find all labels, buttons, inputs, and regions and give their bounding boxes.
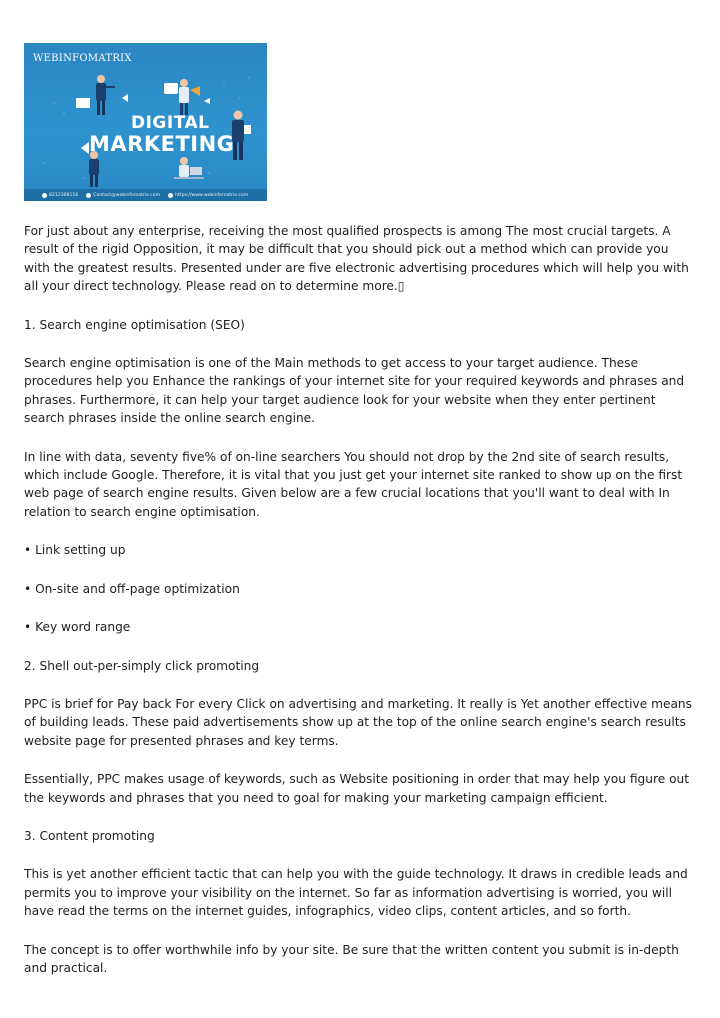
list-item-link-building: • Link setting up [24, 543, 126, 558]
paragraph-ppc-1: PPC is brief for Pay back For every Click on advertising and marketing. It really is Yet another effective means of building leads. These paid advertisements show up at the top of the online search engine's search results website page for presented phrases and key terms. [24, 696, 693, 748]
paragraph-content-1: This is yet another efficient tactic that can help you with the guide technology. It draws in credible leads and permits you to improve your visibility on the internet. So far as information advertising is worried, you will have read the terms on the internet guides, infographics, video clips, content articles, and so forth. [24, 867, 688, 919]
illustration-person-5 [89, 151, 99, 187]
list-item-keyword-range: • Key word range [24, 620, 131, 635]
phone-icon [42, 193, 47, 198]
banner-headline-marketing: MARKETING [89, 132, 235, 156]
illustration-person-3 [232, 111, 251, 161]
contact-email [86, 193, 160, 198]
contact-website [168, 193, 248, 198]
banner-image [24, 43, 267, 201]
list-item-onsite-offpage: • On-site and off-page optimization [24, 581, 240, 596]
mail-icon [86, 193, 91, 198]
illustration-person-2 [179, 79, 200, 115]
paragraph-ppc-2: Essentially, PPC makes usage of keywords, such as Website positioning in order that may help you figure out the keywords and phrases that you need to goal for making your marketing campaign efficient. [24, 772, 690, 805]
article-body [24, 222, 696, 977]
illustration-person-4 [174, 157, 204, 179]
paragraph-intro: For just about any enterprise, receiving the most qualified prospects is among The most crucial targets. A result of the rigid Opposition, it may be difficult that you should pick out a method which can provide you with the greatest results. Presented under are five electronic advertising procedures which will help you with all your direct technology. Please read on to determine more.▯ [24, 224, 689, 294]
globe-icon [168, 193, 173, 198]
heading-ppc: 2. Shell out-per-simply click promoting [24, 658, 260, 673]
contact-phone [42, 193, 78, 198]
banner-contact-bar [24, 189, 267, 201]
banner-headline-digital: DIGITAL [131, 113, 210, 133]
heading-seo: 1. Search engine optimisation (SEO) [24, 317, 245, 332]
paragraph-seo-1: Search engine optimisation is one of the Main methods to get access to your target audience. These procedures help you Enhance the rankings of your internet site for your required keywords and phrases and phrases. Furthermore, it can help your target audience look for your website when they enter pertinent search phrases inside the online search engine. [24, 356, 685, 426]
contact-phone-text: 8212308116 [49, 192, 79, 198]
paragraph-content-2: The concept is to offer worthwhile info by your site. Be sure that the written content you submit is in-depth and practical. [24, 942, 679, 975]
paragraph-seo-2: In line with data, seventy five% of on-line searchers You should not drop by the 2nd site of search results, which include Google. Therefore, it is vital that you just get your internet site ranked to show up on the first web page of search engine results. Given below are a few crucial locations that you'll want to deal with In relation to search engine optimisation. [24, 449, 683, 519]
illustration-person-1 [96, 75, 115, 115]
heading-content: 3. Content promoting [24, 828, 155, 843]
company-logo: WEBINFOMATRIX [33, 53, 132, 64]
contact-email-text: Contact@webinfomatrix.com [93, 192, 161, 198]
contact-website-text: https://www.webinfomatrix.com [175, 192, 249, 198]
